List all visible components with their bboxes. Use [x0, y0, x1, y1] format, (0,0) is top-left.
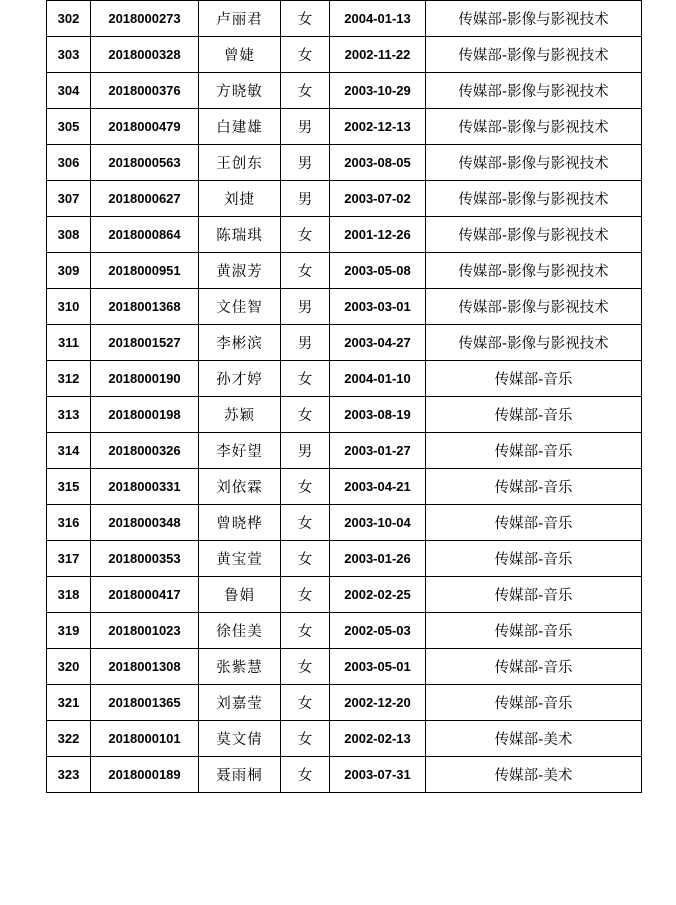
row-number-cell: 323 [47, 757, 91, 793]
student-id-cell: 2018000101 [91, 721, 199, 757]
student-id-cell: 2018000348 [91, 505, 199, 541]
row-number-cell: 307 [47, 181, 91, 217]
student-name-cell: 刘捷 [199, 181, 281, 217]
birth-date-cell: 2003-10-29 [330, 73, 426, 109]
gender-cell: 女 [281, 505, 330, 541]
student-id-cell: 2018000331 [91, 469, 199, 505]
birth-date-cell: 2003-07-02 [330, 181, 426, 217]
gender-cell: 女 [281, 685, 330, 721]
student-name-cell: 鲁娟 [199, 577, 281, 613]
birth-date-cell: 2003-01-27 [330, 433, 426, 469]
row-number-cell: 315 [47, 469, 91, 505]
row-number-cell: 313 [47, 397, 91, 433]
table-row [47, 613, 642, 649]
department-major-cell: 传媒部-美术 [426, 721, 642, 757]
birth-date-cell: 2004-01-13 [330, 1, 426, 37]
student-id-cell: 2018000864 [91, 217, 199, 253]
department-major-cell: 传媒部-音乐 [426, 505, 642, 541]
birth-date-cell: 2003-01-26 [330, 541, 426, 577]
table-row [47, 397, 642, 433]
table-row [47, 253, 642, 289]
department-major-cell: 传媒部-影像与影视技术 [426, 73, 642, 109]
birth-date-cell: 2003-08-05 [330, 145, 426, 181]
department-major-cell: 传媒部-美术 [426, 757, 642, 793]
row-number-cell: 317 [47, 541, 91, 577]
birth-date-cell: 2003-05-08 [330, 253, 426, 289]
birth-date-cell: 2002-02-13 [330, 721, 426, 757]
student-id-cell: 2018000417 [91, 577, 199, 613]
table-row [47, 649, 642, 685]
row-number-cell: 320 [47, 649, 91, 685]
department-major-cell: 传媒部-影像与影视技术 [426, 289, 642, 325]
table-row [47, 433, 642, 469]
gender-cell: 女 [281, 577, 330, 613]
department-major-cell: 传媒部-音乐 [426, 649, 642, 685]
student-name-cell: 刘嘉莹 [199, 685, 281, 721]
gender-cell: 女 [281, 37, 330, 73]
gender-cell: 女 [281, 541, 330, 577]
table-row [47, 217, 642, 253]
student-name-cell: 孙才婷 [199, 361, 281, 397]
department-major-cell: 传媒部-音乐 [426, 613, 642, 649]
department-major-cell: 传媒部-影像与影视技术 [426, 145, 642, 181]
row-number-cell: 319 [47, 613, 91, 649]
birth-date-cell: 2003-04-27 [330, 325, 426, 361]
gender-cell: 女 [281, 361, 330, 397]
student-id-cell: 2018001368 [91, 289, 199, 325]
roster-body [47, 1, 642, 793]
row-number-cell: 305 [47, 109, 91, 145]
birth-date-cell: 2002-11-22 [330, 37, 426, 73]
student-name-cell: 李好望 [199, 433, 281, 469]
table-row [47, 757, 642, 793]
table-row [47, 109, 642, 145]
student-id-cell: 2018000563 [91, 145, 199, 181]
student-name-cell: 卢丽君 [199, 1, 281, 37]
birth-date-cell: 2001-12-26 [330, 217, 426, 253]
gender-cell: 女 [281, 757, 330, 793]
department-major-cell: 传媒部-音乐 [426, 685, 642, 721]
birth-date-cell: 2004-01-10 [330, 361, 426, 397]
row-number-cell: 314 [47, 433, 91, 469]
student-id-cell: 2018000951 [91, 253, 199, 289]
student-name-cell: 黄淑芳 [199, 253, 281, 289]
gender-cell: 女 [281, 469, 330, 505]
student-id-cell: 2018000326 [91, 433, 199, 469]
row-number-cell: 318 [47, 577, 91, 613]
row-number-cell: 302 [47, 1, 91, 37]
student-id-cell: 2018001023 [91, 613, 199, 649]
student-name-cell: 曾婕 [199, 37, 281, 73]
gender-cell: 女 [281, 253, 330, 289]
gender-cell: 女 [281, 649, 330, 685]
birth-date-cell: 2002-12-20 [330, 685, 426, 721]
birth-date-cell: 2002-05-03 [330, 613, 426, 649]
birth-date-cell: 2003-07-31 [330, 757, 426, 793]
student-name-cell: 张紫慧 [199, 649, 281, 685]
department-major-cell: 传媒部-影像与影视技术 [426, 181, 642, 217]
department-major-cell: 传媒部-影像与影视技术 [426, 217, 642, 253]
row-number-cell: 308 [47, 217, 91, 253]
table-row [47, 469, 642, 505]
student-name-cell: 王创东 [199, 145, 281, 181]
table-row [47, 577, 642, 613]
student-name-cell: 莫文倩 [199, 721, 281, 757]
student-id-cell: 2018000189 [91, 757, 199, 793]
student-name-cell: 聂雨桐 [199, 757, 281, 793]
gender-cell: 男 [281, 145, 330, 181]
student-id-cell: 2018000328 [91, 37, 199, 73]
table-row [47, 361, 642, 397]
student-name-cell: 黄宝萱 [199, 541, 281, 577]
gender-cell: 女 [281, 397, 330, 433]
student-id-cell: 2018000627 [91, 181, 199, 217]
student-id-cell: 2018001365 [91, 685, 199, 721]
table-row [47, 37, 642, 73]
gender-cell: 女 [281, 613, 330, 649]
row-number-cell: 312 [47, 361, 91, 397]
birth-date-cell: 2003-05-01 [330, 649, 426, 685]
department-major-cell: 传媒部-音乐 [426, 577, 642, 613]
birth-date-cell: 2003-04-21 [330, 469, 426, 505]
gender-cell: 女 [281, 721, 330, 757]
student-id-cell: 2018001308 [91, 649, 199, 685]
gender-cell: 女 [281, 1, 330, 37]
student-name-cell: 白建雄 [199, 109, 281, 145]
student-roster-table [46, 0, 642, 793]
student-name-cell: 苏颖 [199, 397, 281, 433]
row-number-cell: 321 [47, 685, 91, 721]
student-id-cell: 2018000479 [91, 109, 199, 145]
birth-date-cell: 2003-08-19 [330, 397, 426, 433]
student-id-cell: 2018000376 [91, 73, 199, 109]
department-major-cell: 传媒部-影像与影视技术 [426, 325, 642, 361]
department-major-cell: 传媒部-音乐 [426, 361, 642, 397]
row-number-cell: 322 [47, 721, 91, 757]
student-id-cell: 2018001527 [91, 325, 199, 361]
department-major-cell: 传媒部-音乐 [426, 541, 642, 577]
gender-cell: 男 [281, 289, 330, 325]
student-id-cell: 2018000198 [91, 397, 199, 433]
table-row [47, 541, 642, 577]
student-name-cell: 方晓敏 [199, 73, 281, 109]
table-row [47, 181, 642, 217]
student-id-cell: 2018000273 [91, 1, 199, 37]
department-major-cell: 传媒部-音乐 [426, 469, 642, 505]
table-row [47, 721, 642, 757]
student-name-cell: 刘依霖 [199, 469, 281, 505]
birth-date-cell: 2002-12-13 [330, 109, 426, 145]
gender-cell: 女 [281, 73, 330, 109]
gender-cell: 男 [281, 325, 330, 361]
gender-cell: 女 [281, 217, 330, 253]
department-major-cell: 传媒部-影像与影视技术 [426, 109, 642, 145]
row-number-cell: 311 [47, 325, 91, 361]
birth-date-cell: 2003-03-01 [330, 289, 426, 325]
table-row [47, 145, 642, 181]
row-number-cell: 316 [47, 505, 91, 541]
birth-date-cell: 2003-10-04 [330, 505, 426, 541]
birth-date-cell: 2002-02-25 [330, 577, 426, 613]
department-major-cell: 传媒部-影像与影视技术 [426, 253, 642, 289]
table-row [47, 505, 642, 541]
table-row [47, 685, 642, 721]
student-name-cell: 李彬滨 [199, 325, 281, 361]
table-row [47, 289, 642, 325]
student-name-cell: 陈瑞琪 [199, 217, 281, 253]
student-name-cell: 曾晓桦 [199, 505, 281, 541]
row-number-cell: 303 [47, 37, 91, 73]
gender-cell: 男 [281, 109, 330, 145]
table-row [47, 73, 642, 109]
student-name-cell: 徐佳美 [199, 613, 281, 649]
row-number-cell: 309 [47, 253, 91, 289]
department-major-cell: 传媒部-音乐 [426, 397, 642, 433]
department-major-cell: 传媒部-影像与影视技术 [426, 1, 642, 37]
row-number-cell: 304 [47, 73, 91, 109]
student-id-cell: 2018000190 [91, 361, 199, 397]
table-row [47, 1, 642, 37]
row-number-cell: 310 [47, 289, 91, 325]
student-name-cell: 文佳智 [199, 289, 281, 325]
row-number-cell: 306 [47, 145, 91, 181]
student-id-cell: 2018000353 [91, 541, 199, 577]
table-row [47, 325, 642, 361]
gender-cell: 男 [281, 181, 330, 217]
department-major-cell: 传媒部-音乐 [426, 433, 642, 469]
department-major-cell: 传媒部-影像与影视技术 [426, 37, 642, 73]
gender-cell: 男 [281, 433, 330, 469]
